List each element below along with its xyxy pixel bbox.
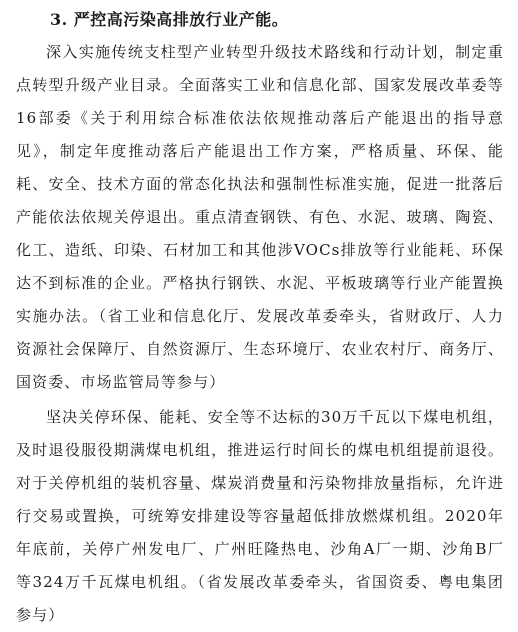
section-heading: 3. 严控高污染高排放行业产能。 <box>50 10 289 29</box>
paragraph-capacity-exit: 深入实施传统支柱型产业转型升级技术路线和行动计划，制定重点转型升级产业目录。全面落实工业和信息化部、国家发展改革委等16部委《关于利用综合标准依法依规推动落后产能退出的指导意见》，制定年度推动落后产能退出工作方案，严格质量、环保、能耗、安全、技术方面的常态化执法和强制性标准实施，促进一批落后产能依法依规关停退出。重点清查钢铁、有色、水泥、玻璃、陶瓷、化工、造纸、印染、石材加工和其他涉VOCs排放等行业能耗、环保达不到标准的企业。严格执行钢铁、水泥、平板玻璃等行业产能置换实施办法。（省工业和信息化厅、发展改革委牵头，省财政厅、人力资源社会保障厅、自然资源厅、生态环境厅、农业农村厅、商务厅、国资委、市场监管局等参与） <box>16 43 504 391</box>
paragraph-coal-power-units: 坚决关停环保、能耗、安全等不达标的30万千瓦以下煤电机组，及时退役服役期满煤电机组，推进运行时间长的煤电机组提前退役。对于关停机组的装机容量、煤炭消费量和污染物排放量指标，允许进行交易或置换，可统筹安排建设等容量超低排放燃煤机组。2020年年底前，关停广州发电厂、广州旺隆热电、沙角A厂一期、沙角B厂等324万千瓦煤电机组。（省发展改革委牵头，省国资委、粤电集团参与） <box>16 408 504 624</box>
